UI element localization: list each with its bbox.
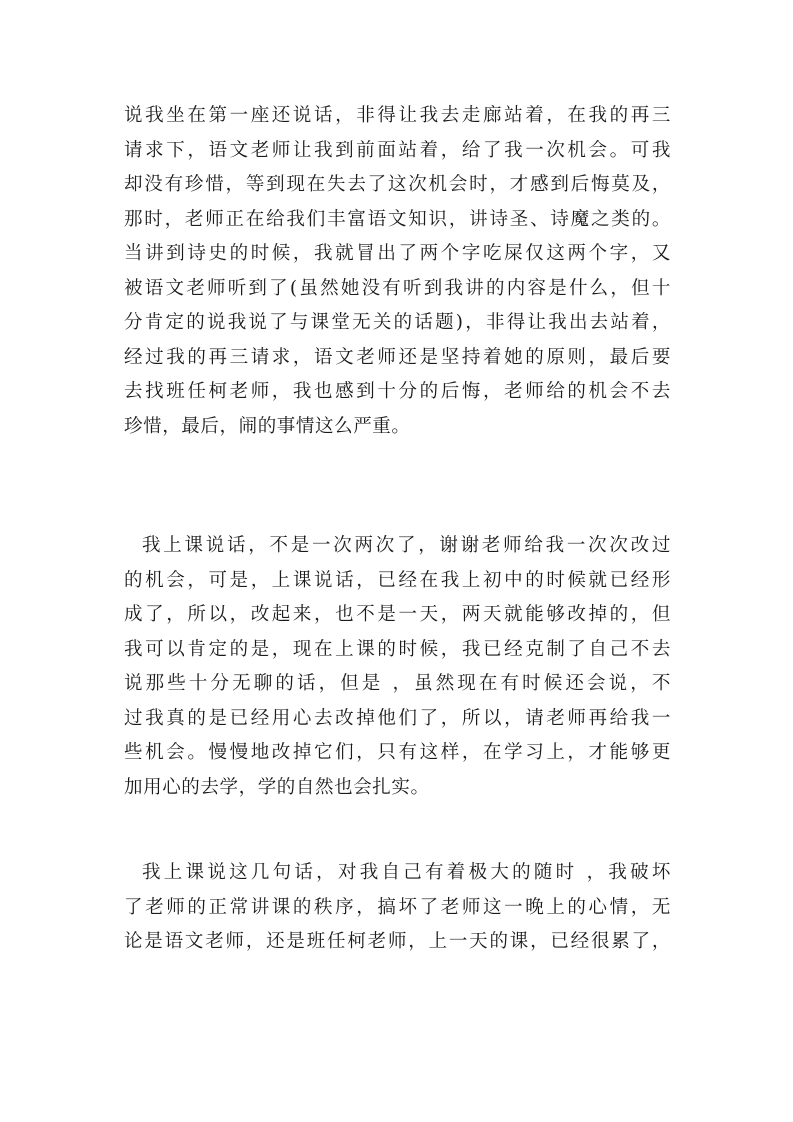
paragraph-line: 却没有珍惜，等到现在失去了这次机会时，才感到后悔莫及， <box>124 174 671 195</box>
paragraph-line: 过我真的是已经用心去改掉他们了，所以，请老师再给我一 <box>124 707 671 729</box>
paragraph-line: 被语文老师听到了(虽然她没有听到我讲的内容是什么，但十 <box>124 277 671 299</box>
paragraph-1 <box>124 99 671 444</box>
paragraph-line: 珍惜，最后，闹的事情这么严重。 <box>124 415 411 437</box>
paragraph-line: 说那些十分无聊的话，但是 ，虽然现在有时候还会说，不 <box>124 673 671 694</box>
paragraph-line: 当讲到诗史的时候，我就冒出了两个字吃屎仅这两个字，又 <box>124 243 671 264</box>
paragraph-line: 分肯定的说我说了与课堂无关的话题)，非得让我出去站着， <box>124 312 671 333</box>
paragraph-line: 说我坐在第一座还说话，非得让我去走廊站着，在我的再三 <box>124 105 671 126</box>
paragraph-line: 经过我的再三请求，语文老师还是坚持着她的原则，最后要 <box>124 346 671 368</box>
paragraph-line: 成了，所以，改起来，也不是一天，两天就能够改掉的，但 <box>124 604 671 625</box>
paragraph-line: 我可以肯定的是，现在上课的时候，我已经克制了自己不去 <box>124 638 671 660</box>
paragraph-line: 去找班任柯老师，我也感到十分的后悔，老师给的机会不去 <box>124 381 671 402</box>
paragraph-line: 的机会，可是，上课说话，已经在我上初中的时候就已经形 <box>124 569 671 591</box>
paragraph-line: 我上课说这几句话，对我自己有着极大的随时 ，我破坏 <box>142 862 671 883</box>
paragraph-line: 些机会。慢慢地改掉它们，只有这样，在学习上，才能够更 <box>124 742 671 763</box>
paragraph-3 <box>124 856 671 960</box>
paragraph-2 <box>124 529 671 805</box>
paragraph-line: 论是语文老师，还是班任柯老师，上一天的课，已经很累了， <box>124 931 671 952</box>
paragraph-line: 我上课说话，不是一次两次了，谢谢老师给我一次次改过 <box>142 535 671 556</box>
paragraph-line: 请求下，语文老师让我到前面站着，给了我一次机会。可我 <box>124 139 671 161</box>
paragraph-line: 了老师的正常讲课的秩序，搞坏了老师这一晚上的心情，无 <box>124 896 671 918</box>
paragraph-line: 那时，老师正在给我们丰富语文知识，讲诗圣、诗魔之类的。 <box>124 208 671 230</box>
paragraph-line: 加用心的去学，学的自然也会扎实。 <box>124 776 430 798</box>
